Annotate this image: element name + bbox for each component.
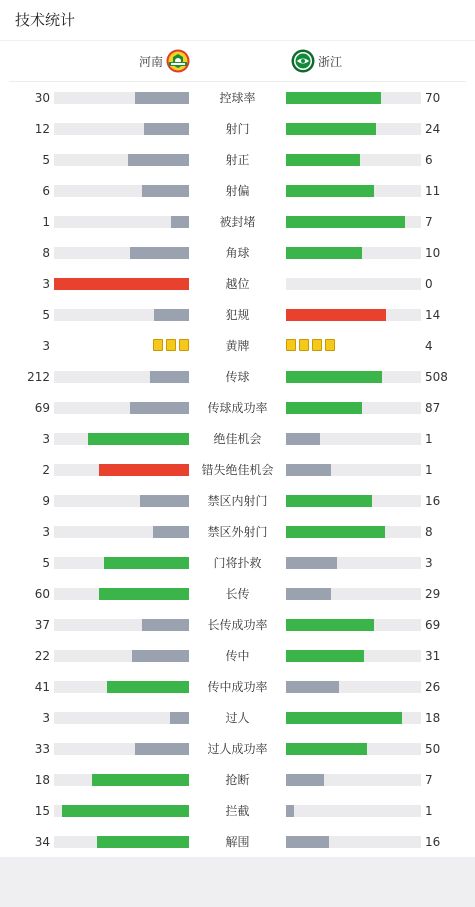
away-stat-value: 10 xyxy=(425,246,441,260)
stat-label: 犯规 xyxy=(225,308,250,322)
home-stat-bar xyxy=(54,557,189,569)
away-stat-value: 11 xyxy=(425,184,441,198)
stat-label: 拦截 xyxy=(225,804,250,818)
home-stat-bar xyxy=(54,92,189,104)
home-stat-value: 1 xyxy=(42,215,50,229)
stat-row xyxy=(0,242,475,264)
away-stat-value: 16 xyxy=(425,494,441,508)
away-stat-value: 16 xyxy=(425,835,441,849)
stat-row xyxy=(0,428,475,450)
yellow-card-icon xyxy=(299,339,309,351)
stat-label: 长传 xyxy=(225,587,250,601)
home-stat-bar xyxy=(54,309,189,321)
home-stat-bar-fill xyxy=(171,216,189,228)
stat-label: 过人 xyxy=(225,711,250,725)
away-stat-value: 1 xyxy=(425,463,433,477)
away-stat-bar xyxy=(286,309,421,321)
stat-label: 错失绝佳机会 xyxy=(201,463,274,477)
away-team-name: 浙江 xyxy=(318,54,343,69)
away-stat-bar-fill xyxy=(286,92,381,104)
home-stat-value: 8 xyxy=(42,246,50,260)
home-stat-bar-fill xyxy=(142,185,189,197)
henan-club-logo-icon xyxy=(166,49,190,73)
home-stat-bar-fill xyxy=(153,526,189,538)
yellow-card-icon xyxy=(286,339,296,351)
away-stat-bar-fill xyxy=(286,526,385,538)
away-stat-value: 1 xyxy=(425,804,433,818)
yellow-card-icon xyxy=(325,339,335,351)
away-stat-value: 6 xyxy=(425,153,433,167)
away-stat-bar-fill xyxy=(286,216,405,228)
stat-label: 射正 xyxy=(225,153,250,167)
stat-row xyxy=(0,149,475,171)
stat-label: 长传成功率 xyxy=(207,618,268,632)
home-stat-bar-fill xyxy=(130,402,189,414)
away-stat-value: 4 xyxy=(425,339,433,353)
away-stat-bar xyxy=(286,619,421,631)
away-stat-bar-fill xyxy=(286,402,362,414)
away-stat-value: 3 xyxy=(425,556,433,570)
away-stat-bar-fill xyxy=(286,836,329,848)
home-stat-bar-fill xyxy=(140,495,189,507)
stat-row xyxy=(0,769,475,791)
stat-label: 过人成功率 xyxy=(207,742,268,756)
home-stat-bar-fill xyxy=(128,154,189,166)
away-stat-bar-fill xyxy=(286,743,367,755)
home-stat-value: 3 xyxy=(42,525,50,539)
stat-label: 传中 xyxy=(225,649,250,663)
away-yellow-cards xyxy=(286,339,335,351)
away-stat-value: 1 xyxy=(425,432,433,446)
home-stat-value: 5 xyxy=(42,556,50,570)
stat-row xyxy=(0,738,475,760)
away-stat-value: 7 xyxy=(425,773,433,787)
away-stat-bar xyxy=(286,588,421,600)
away-stat-bar xyxy=(286,247,421,259)
home-stat-bar-fill xyxy=(144,123,189,135)
stat-label: 绝佳机会 xyxy=(213,432,262,446)
home-stat-bar xyxy=(54,681,189,693)
away-stat-bar xyxy=(286,464,421,476)
home-stat-bar-fill xyxy=(54,278,189,290)
home-stat-bar-fill xyxy=(99,588,189,600)
home-stat-value: 12 xyxy=(34,122,50,136)
away-stat-bar-fill xyxy=(286,495,372,507)
home-stat-bar-fill xyxy=(135,743,189,755)
away-stat-bar-fill xyxy=(286,712,402,724)
stat-row xyxy=(0,707,475,729)
stat-row xyxy=(0,521,475,543)
home-stat-value: 33 xyxy=(34,742,50,756)
home-stat-bar-fill xyxy=(135,92,189,104)
home-team-name: 河南 xyxy=(138,54,163,69)
away-stat-bar xyxy=(286,278,421,290)
home-stat-bar-fill xyxy=(170,712,189,724)
stat-label: 黄牌 xyxy=(225,339,250,353)
home-stat-bar xyxy=(54,464,189,476)
away-stat-value: 26 xyxy=(425,680,441,694)
stat-row xyxy=(0,273,475,295)
home-stat-value: 9 xyxy=(42,494,50,508)
stat-label: 角球 xyxy=(225,246,250,260)
stat-label: 越位 xyxy=(225,277,250,291)
home-yellow-cards xyxy=(153,339,189,351)
home-stat-bar xyxy=(54,774,189,786)
home-stat-bar-fill xyxy=(92,774,189,786)
home-stat-bar xyxy=(54,154,189,166)
home-stat-value: 6 xyxy=(42,184,50,198)
away-stat-value: 18 xyxy=(425,711,441,725)
home-stat-bar xyxy=(54,619,189,631)
away-stat-bar xyxy=(286,185,421,197)
away-stat-value: 0 xyxy=(425,277,433,291)
home-stat-value: 41 xyxy=(34,680,50,694)
stat-row xyxy=(0,118,475,140)
stat-label: 控球率 xyxy=(219,91,256,105)
stat-row xyxy=(0,211,475,233)
home-team[interactable] xyxy=(139,49,190,73)
home-stat-bar xyxy=(54,402,189,414)
stat-label: 解围 xyxy=(225,835,250,849)
home-stat-bar-fill xyxy=(130,247,189,259)
home-stat-bar xyxy=(54,712,189,724)
home-stat-value: 5 xyxy=(42,153,50,167)
yellow-card-icon xyxy=(153,339,163,351)
away-stat-bar-fill xyxy=(286,247,362,259)
stat-row xyxy=(0,583,475,605)
stat-label: 禁区内射门 xyxy=(207,494,268,508)
away-stat-value: 31 xyxy=(425,649,441,663)
away-stat-value: 7 xyxy=(425,215,433,229)
away-stat-bar xyxy=(286,526,421,538)
away-stat-bar-fill xyxy=(286,185,374,197)
home-stat-value: 3 xyxy=(42,432,50,446)
stat-row xyxy=(0,552,475,574)
away-stat-bar-fill xyxy=(286,650,364,662)
away-stat-value: 24 xyxy=(425,122,441,136)
away-stat-bar xyxy=(286,681,421,693)
stat-row xyxy=(0,87,475,109)
stat-row xyxy=(0,366,475,388)
stat-label: 门将扑救 xyxy=(213,556,262,570)
away-stat-bar-fill xyxy=(286,805,294,817)
stat-label: 传球成功率 xyxy=(207,401,268,415)
away-stat-value: 8 xyxy=(425,525,433,539)
stat-label: 传球 xyxy=(225,370,250,384)
home-stat-value: 15 xyxy=(34,804,50,818)
away-stat-bar xyxy=(286,557,421,569)
home-stat-bar xyxy=(54,123,189,135)
away-stat-bar-fill xyxy=(286,433,320,445)
away-stat-bar-fill xyxy=(286,774,324,786)
home-stat-bar xyxy=(54,185,189,197)
away-stat-bar xyxy=(286,123,421,135)
away-stat-value: 508 xyxy=(425,370,448,384)
home-stat-value: 3 xyxy=(42,339,50,353)
home-stat-bar-fill xyxy=(99,464,189,476)
away-stat-bar xyxy=(286,805,421,817)
away-team[interactable] xyxy=(291,49,342,73)
stat-row xyxy=(0,459,475,481)
away-stat-bar xyxy=(286,216,421,228)
home-stat-bar xyxy=(54,495,189,507)
home-stat-bar xyxy=(54,247,189,259)
home-stat-value: 37 xyxy=(34,618,50,632)
stat-label: 传中成功率 xyxy=(207,680,268,694)
yellow-card-icon xyxy=(166,339,176,351)
away-stat-value: 50 xyxy=(425,742,441,756)
away-stat-bar-fill xyxy=(286,681,339,693)
home-stat-value: 18 xyxy=(34,773,50,787)
stat-label: 被封堵 xyxy=(219,215,256,229)
away-stat-bar-fill xyxy=(286,371,382,383)
home-stat-bar xyxy=(54,371,189,383)
home-stat-bar xyxy=(54,216,189,228)
away-stat-bar xyxy=(286,371,421,383)
stat-row xyxy=(0,335,475,357)
away-stat-value: 87 xyxy=(425,401,441,415)
stat-row xyxy=(0,397,475,419)
home-stat-bar-fill xyxy=(132,650,189,662)
away-stat-bar xyxy=(286,92,421,104)
home-stat-value: 22 xyxy=(34,649,50,663)
away-stat-bar xyxy=(286,402,421,414)
away-stat-bar-fill xyxy=(286,464,331,476)
away-stat-bar-fill xyxy=(286,588,331,600)
stat-row xyxy=(0,180,475,202)
home-stat-value: 69 xyxy=(34,401,50,415)
home-stat-bar xyxy=(54,278,189,290)
home-stat-value: 60 xyxy=(34,587,50,601)
stat-label: 射门 xyxy=(225,122,250,136)
yellow-card-icon xyxy=(312,339,322,351)
home-stat-bar xyxy=(54,433,189,445)
teams-header xyxy=(9,41,466,82)
away-stat-value: 29 xyxy=(425,587,441,601)
away-stat-bar-fill xyxy=(286,309,386,321)
away-stat-bar xyxy=(286,650,421,662)
home-stat-bar-fill xyxy=(104,557,189,569)
stat-row xyxy=(0,800,475,822)
away-stat-bar-fill xyxy=(286,557,337,569)
zhejiang-club-logo-icon xyxy=(291,49,315,73)
home-stat-bar xyxy=(54,805,189,817)
away-stat-bar-fill xyxy=(286,154,360,166)
page-title: 技术统计 xyxy=(0,0,475,41)
away-stat-bar-fill xyxy=(286,123,376,135)
home-stat-value: 5 xyxy=(42,308,50,322)
home-stat-bar-fill xyxy=(88,433,189,445)
stat-row xyxy=(0,676,475,698)
away-stat-bar xyxy=(286,712,421,724)
home-stat-value: 3 xyxy=(42,711,50,725)
away-stat-value: 70 xyxy=(425,91,441,105)
stat-label: 射偏 xyxy=(225,184,250,198)
stat-row xyxy=(0,831,475,853)
yellow-card-icon xyxy=(179,339,189,351)
home-stat-bar xyxy=(54,588,189,600)
away-stat-bar-fill xyxy=(286,619,374,631)
home-stat-bar-fill xyxy=(97,836,189,848)
away-stat-bar xyxy=(286,495,421,507)
stat-row xyxy=(0,645,475,667)
home-stat-bar xyxy=(54,526,189,538)
away-stat-value: 14 xyxy=(425,308,441,322)
stat-row xyxy=(0,490,475,512)
stat-label: 禁区外射门 xyxy=(207,525,268,539)
away-stat-bar xyxy=(286,774,421,786)
home-stat-bar-fill xyxy=(142,619,189,631)
home-stat-value: 34 xyxy=(34,835,50,849)
home-stat-bar-fill xyxy=(107,681,189,693)
home-stat-value: 3 xyxy=(42,277,50,291)
away-stat-value: 69 xyxy=(425,618,441,632)
stat-row xyxy=(0,614,475,636)
home-stat-bar xyxy=(54,743,189,755)
away-stat-bar xyxy=(286,154,421,166)
home-stat-bar xyxy=(54,836,189,848)
stat-label: 抢断 xyxy=(225,773,250,787)
home-stat-bar xyxy=(54,650,189,662)
home-stat-bar-fill xyxy=(154,309,189,321)
stat-row xyxy=(0,304,475,326)
away-stat-bar xyxy=(286,743,421,755)
away-stat-bar xyxy=(286,836,421,848)
home-stat-value: 212 xyxy=(27,370,50,384)
home-stat-value: 30 xyxy=(34,91,50,105)
home-stat-bar-fill xyxy=(150,371,189,383)
home-stat-bar-fill xyxy=(62,805,189,817)
home-stat-value: 2 xyxy=(42,463,50,477)
away-stat-bar xyxy=(286,433,421,445)
